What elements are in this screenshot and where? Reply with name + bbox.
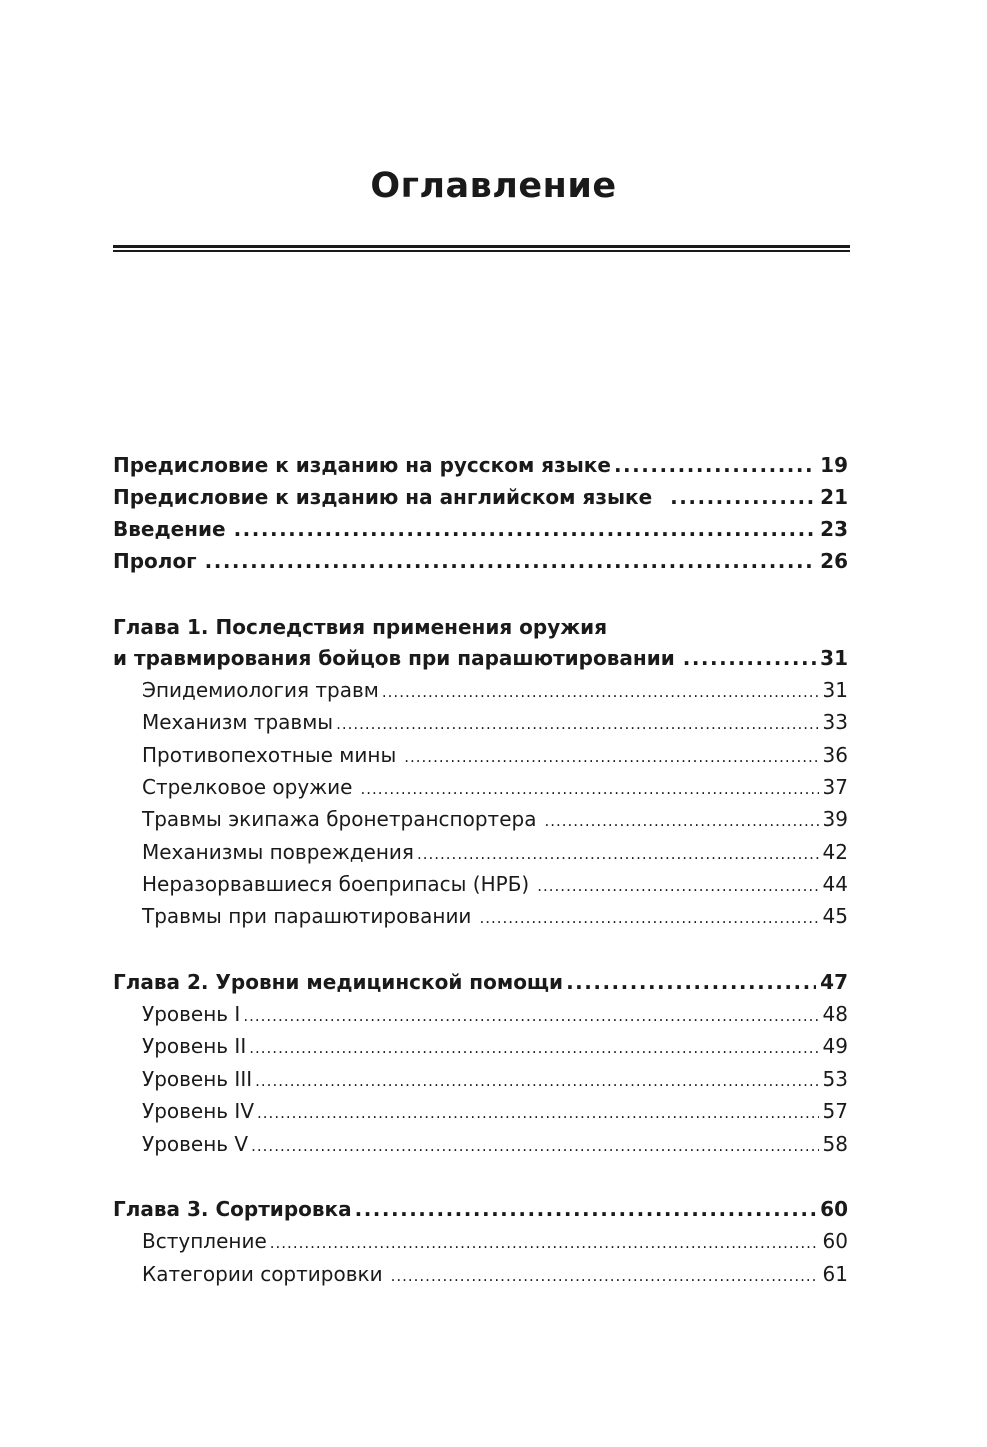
toc-section[interactable] bbox=[113, 1258, 848, 1290]
dot-leader bbox=[479, 902, 818, 934]
dot-leader bbox=[614, 449, 816, 481]
toc-entry-label: Глава 2. Уровни медицинской помощи bbox=[113, 970, 564, 994]
toc-entry-label: Механизмы повреждения bbox=[142, 840, 414, 864]
dot-leader bbox=[417, 838, 819, 870]
dot-leader bbox=[404, 741, 818, 773]
page-title: Оглавление bbox=[370, 166, 617, 206]
dot-leader bbox=[270, 1227, 819, 1259]
dot-leader bbox=[255, 1065, 818, 1097]
toc-entry-label: Противопехотные мины bbox=[142, 743, 397, 767]
toc-section[interactable] bbox=[113, 803, 848, 835]
toc-section[interactable] bbox=[113, 706, 848, 738]
toc-entry-label: Предисловие к изданию на английском языке bbox=[113, 485, 653, 509]
toc-section[interactable] bbox=[113, 1128, 848, 1160]
dot-leader bbox=[243, 1000, 818, 1032]
toc-entry-label: Уровень I bbox=[142, 1002, 241, 1026]
toc-entry-page: 60 bbox=[820, 1197, 848, 1221]
toc-entry-page: 19 bbox=[820, 453, 848, 477]
toc-entry-preface-english[interactable] bbox=[113, 481, 848, 513]
toc-entry-page: 53 bbox=[822, 1067, 848, 1091]
toc-entry-page: 57 bbox=[822, 1099, 848, 1123]
toc-entry-label: Стрелковое оружие bbox=[142, 775, 353, 799]
toc-section[interactable] bbox=[113, 1063, 848, 1095]
toc-entry-label: Уровень IV bbox=[142, 1099, 255, 1123]
toc-section[interactable] bbox=[113, 900, 848, 932]
toc-chapter-3[interactable] bbox=[113, 1193, 848, 1225]
toc-section[interactable] bbox=[113, 739, 848, 771]
toc-entry-page: 37 bbox=[822, 775, 848, 799]
toc-entry-page: 44 bbox=[822, 872, 848, 896]
toc-entry-label: Механизм травмы bbox=[142, 710, 334, 734]
toc-entry-page: 39 bbox=[822, 807, 848, 831]
dot-leader bbox=[249, 1032, 818, 1064]
toc-entry-page: 60 bbox=[822, 1229, 848, 1253]
toc-chapter-1-title-line1[interactable] bbox=[113, 611, 848, 643]
toc-entry-page: 42 bbox=[822, 840, 848, 864]
title-rule-thick bbox=[113, 245, 850, 248]
toc-entry-label: Уровень V bbox=[142, 1132, 249, 1156]
toc-section[interactable] bbox=[113, 868, 848, 900]
toc-entry-page: 31 bbox=[822, 678, 848, 702]
toc-entry-page: 47 bbox=[820, 970, 848, 994]
toc-section[interactable] bbox=[113, 836, 848, 868]
toc-entry-preface-russian[interactable] bbox=[113, 449, 848, 481]
dot-leader bbox=[251, 1130, 818, 1162]
toc-entry-label: Эпидемиология травм bbox=[142, 678, 379, 702]
dot-leader bbox=[670, 481, 816, 513]
toc-section[interactable] bbox=[113, 1225, 848, 1257]
toc-section[interactable] bbox=[113, 1095, 848, 1127]
dot-leader bbox=[257, 1097, 819, 1129]
dot-leader bbox=[361, 773, 819, 805]
toc-entry-label: Травмы при парашютировании bbox=[142, 904, 472, 928]
toc-entry-prologue[interactable] bbox=[113, 545, 848, 577]
toc-section[interactable] bbox=[113, 771, 848, 803]
toc-entry-label: Предисловие к изданию на русском языке bbox=[113, 453, 611, 477]
toc-entry-label: и травмирования бойцов при парашютировании bbox=[113, 646, 675, 670]
dot-leader bbox=[391, 1260, 819, 1292]
dot-leader bbox=[205, 545, 817, 577]
toc-chapter-2[interactable] bbox=[113, 966, 848, 998]
title-double-rule bbox=[113, 245, 850, 252]
dot-leader bbox=[544, 805, 818, 837]
toc-entry-page: 26 bbox=[820, 549, 848, 573]
dot-leader bbox=[537, 870, 818, 902]
toc-entry-label: Категории сортировки bbox=[142, 1262, 383, 1286]
toc-section[interactable] bbox=[113, 1030, 848, 1062]
toc-entry-page: 49 bbox=[822, 1034, 848, 1058]
toc-entry-label: Пролог bbox=[113, 549, 197, 573]
toc-entry-page: 31 bbox=[820, 646, 848, 670]
toc-entry-introduction[interactable] bbox=[113, 513, 848, 545]
dot-leader bbox=[382, 676, 819, 708]
toc-entry-page: 61 bbox=[822, 1262, 848, 1286]
toc-entry-label: Введение bbox=[113, 517, 226, 541]
toc-entry-label: Уровень II bbox=[142, 1034, 247, 1058]
toc-entry-label: Травмы экипажа бронетранспортера bbox=[142, 807, 537, 831]
dot-leader bbox=[234, 513, 817, 545]
toc-chapter-1[interactable] bbox=[113, 642, 848, 674]
toc-section[interactable] bbox=[113, 674, 848, 706]
dot-leader bbox=[566, 966, 816, 998]
title-rule-thin bbox=[113, 250, 850, 252]
toc-entry-page: 36 bbox=[822, 743, 848, 767]
toc-entry-label: Неразорвавшиеся боеприпасы (НРБ) bbox=[142, 872, 530, 896]
toc-entry-label: Глава 3. Сортировка bbox=[113, 1197, 352, 1221]
toc-entry-page: 33 bbox=[822, 710, 848, 734]
toc-entry-label: Вступление bbox=[142, 1229, 267, 1253]
toc-entry-page: 58 bbox=[822, 1132, 848, 1156]
toc-entry-page: 48 bbox=[822, 1002, 848, 1026]
dot-leader bbox=[683, 642, 816, 674]
dot-leader bbox=[355, 1193, 817, 1225]
toc-entry-label: Уровень III bbox=[142, 1067, 253, 1091]
toc-section[interactable] bbox=[113, 998, 848, 1030]
toc-entry-label: Глава 1. Последствия применения оружия bbox=[113, 615, 608, 639]
toc-entry-page: 45 bbox=[822, 904, 848, 928]
toc-entry-page: 23 bbox=[820, 517, 848, 541]
toc-entry-page: 21 bbox=[820, 485, 848, 509]
dot-leader bbox=[336, 708, 818, 740]
